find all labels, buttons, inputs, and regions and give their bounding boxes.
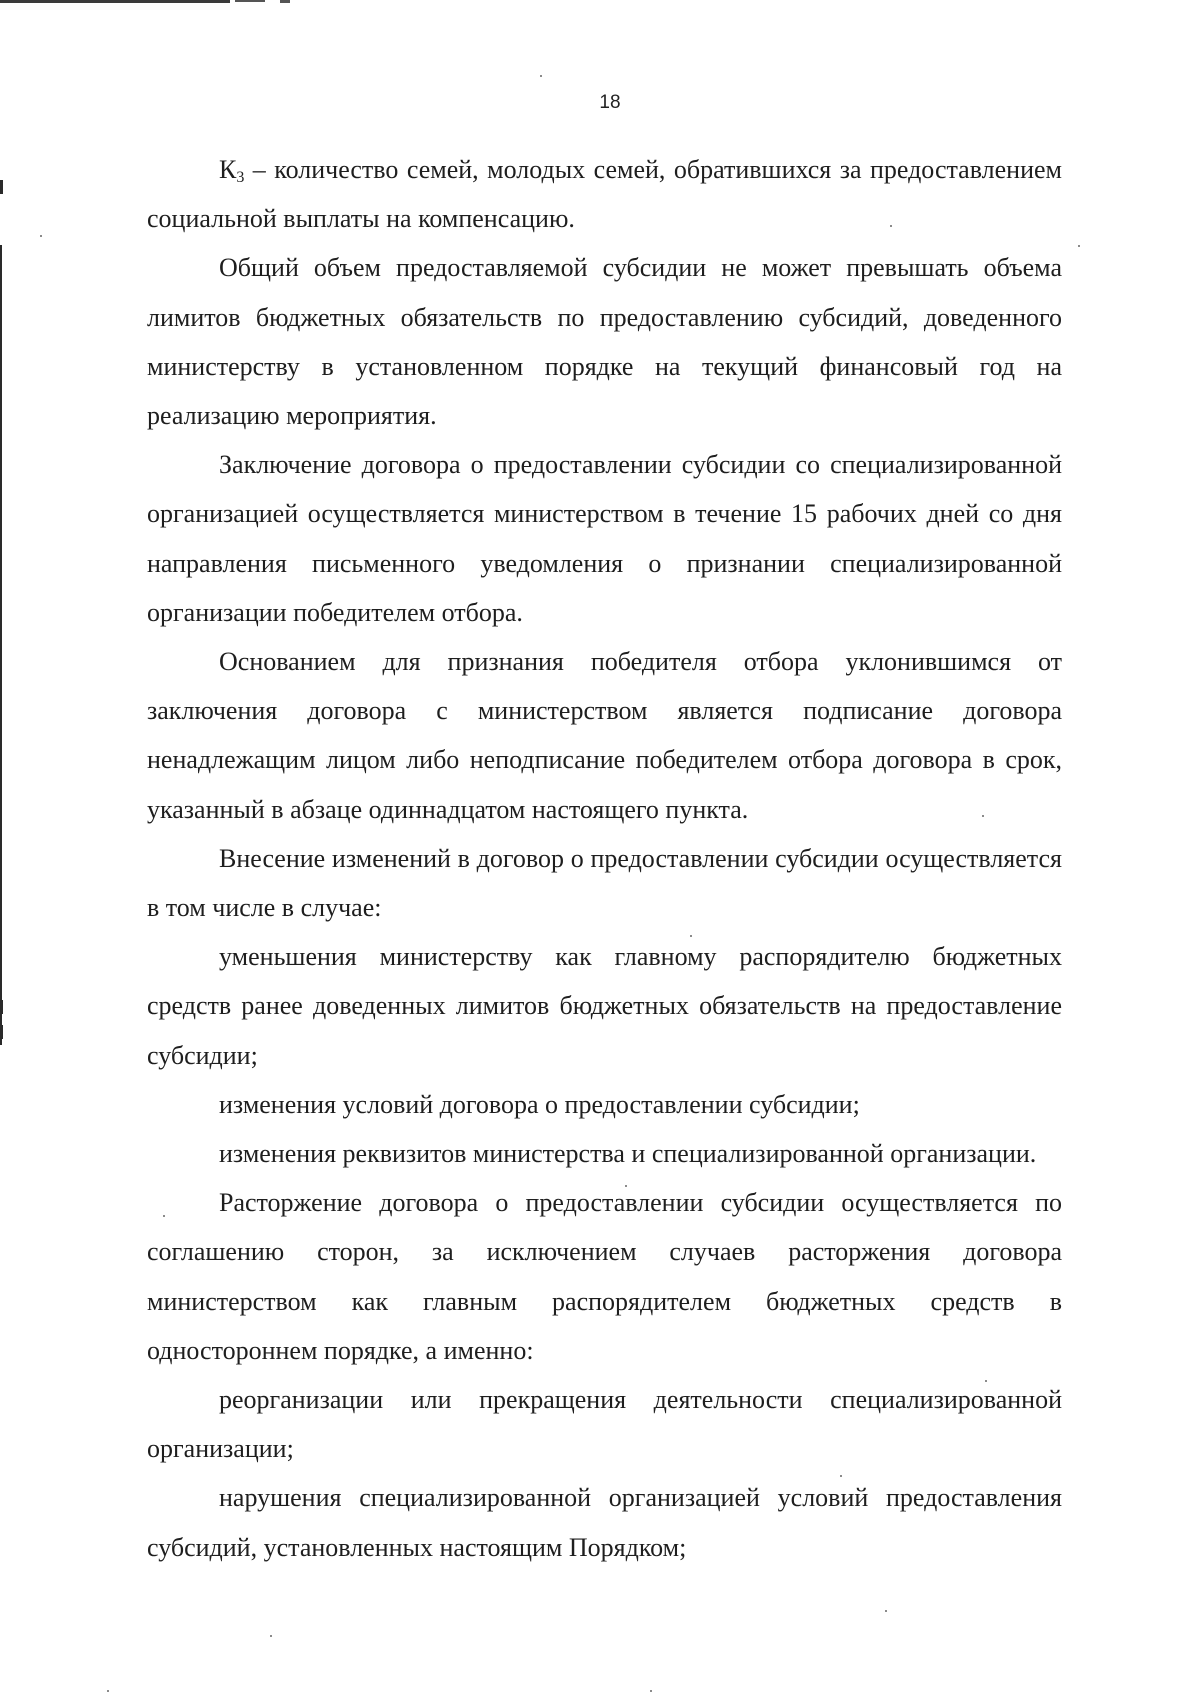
paragraph: нарушения специализированной организацией условий предоставления субсидий, установленных настоящим Порядком; [147, 1483, 1062, 1562]
scan-artifact-tick [0, 1000, 3, 1014]
scan-speck [270, 1635, 272, 1637]
scan-artifact-tick [0, 1025, 3, 1039]
variable-symbol: $К_3$ [219, 155, 245, 186]
scan-artifact-edge [0, 245, 2, 1045]
paragraph: $К_3$ – количество семей, молодых семей, обратившихся за предоставлением социальной выплаты на компенсацию. [147, 155, 1062, 234]
scan-speck [885, 1610, 887, 1612]
scan-speck [40, 235, 42, 237]
scan-artifact-rule [0, 0, 230, 3]
scan-speck [107, 1690, 109, 1692]
document-body [147, 145, 1062, 1572]
scan-artifact-rule [280, 0, 290, 3]
paragraph: уменьшения министерству как главному распорядителю бюджетных средств ранее доведенных лимитов бюджетных обязательств на предоставление субсидии; [147, 942, 1062, 1070]
paragraph: реорганизации или прекращения деятельности специализированной организации; [147, 1385, 1062, 1464]
scan-artifact-tick [0, 180, 3, 194]
paragraph: Заключение договора о предоставлении субсидии со специализированной организацией осуществляется министерством в течение 15 рабочих дней со дня направления письменного уведомления о признании специализированной организации победителем отбора. [147, 450, 1062, 627]
page-number: 18 [599, 92, 621, 113]
paragraph: изменения условий договора о предоставлении субсидии; [219, 1089, 860, 1119]
paragraph: Расторжение договора о предоставлении субсидии осуществляется по соглашению сторон, за исключением случаев расторжения договора министерством как главным распорядителем бюджетных средств в одностороннем порядке, а именно: [147, 1188, 1062, 1365]
scan-speck [650, 1690, 652, 1692]
scan-speck [1078, 245, 1080, 247]
paragraph: Основанием для признания победителя отбора уклонившимся от заключения договора с министерством является подписание договора ненадлежащим лицом либо неподписание победителем отбора договора в срок, указанный в абзаце одиннадцатом настоящего пункта. [147, 647, 1062, 824]
paragraph: Внесение изменений в договор о предоставлении субсидии осуществляется в том числе в случае: [147, 843, 1062, 923]
scan-speck [540, 75, 542, 77]
scan-artifact-rule [235, 0, 265, 2]
paragraph: изменения реквизитов министерства и специализированной организации. [219, 1139, 1037, 1169]
paragraph: Общий объем предоставляемой субсидии не может превышать объема лимитов бюджетных обязательств по предоставлению субсидий, доведенного министерству в установленном порядке на текущий финансовый год на реализацию мероприятия. [147, 253, 1062, 431]
